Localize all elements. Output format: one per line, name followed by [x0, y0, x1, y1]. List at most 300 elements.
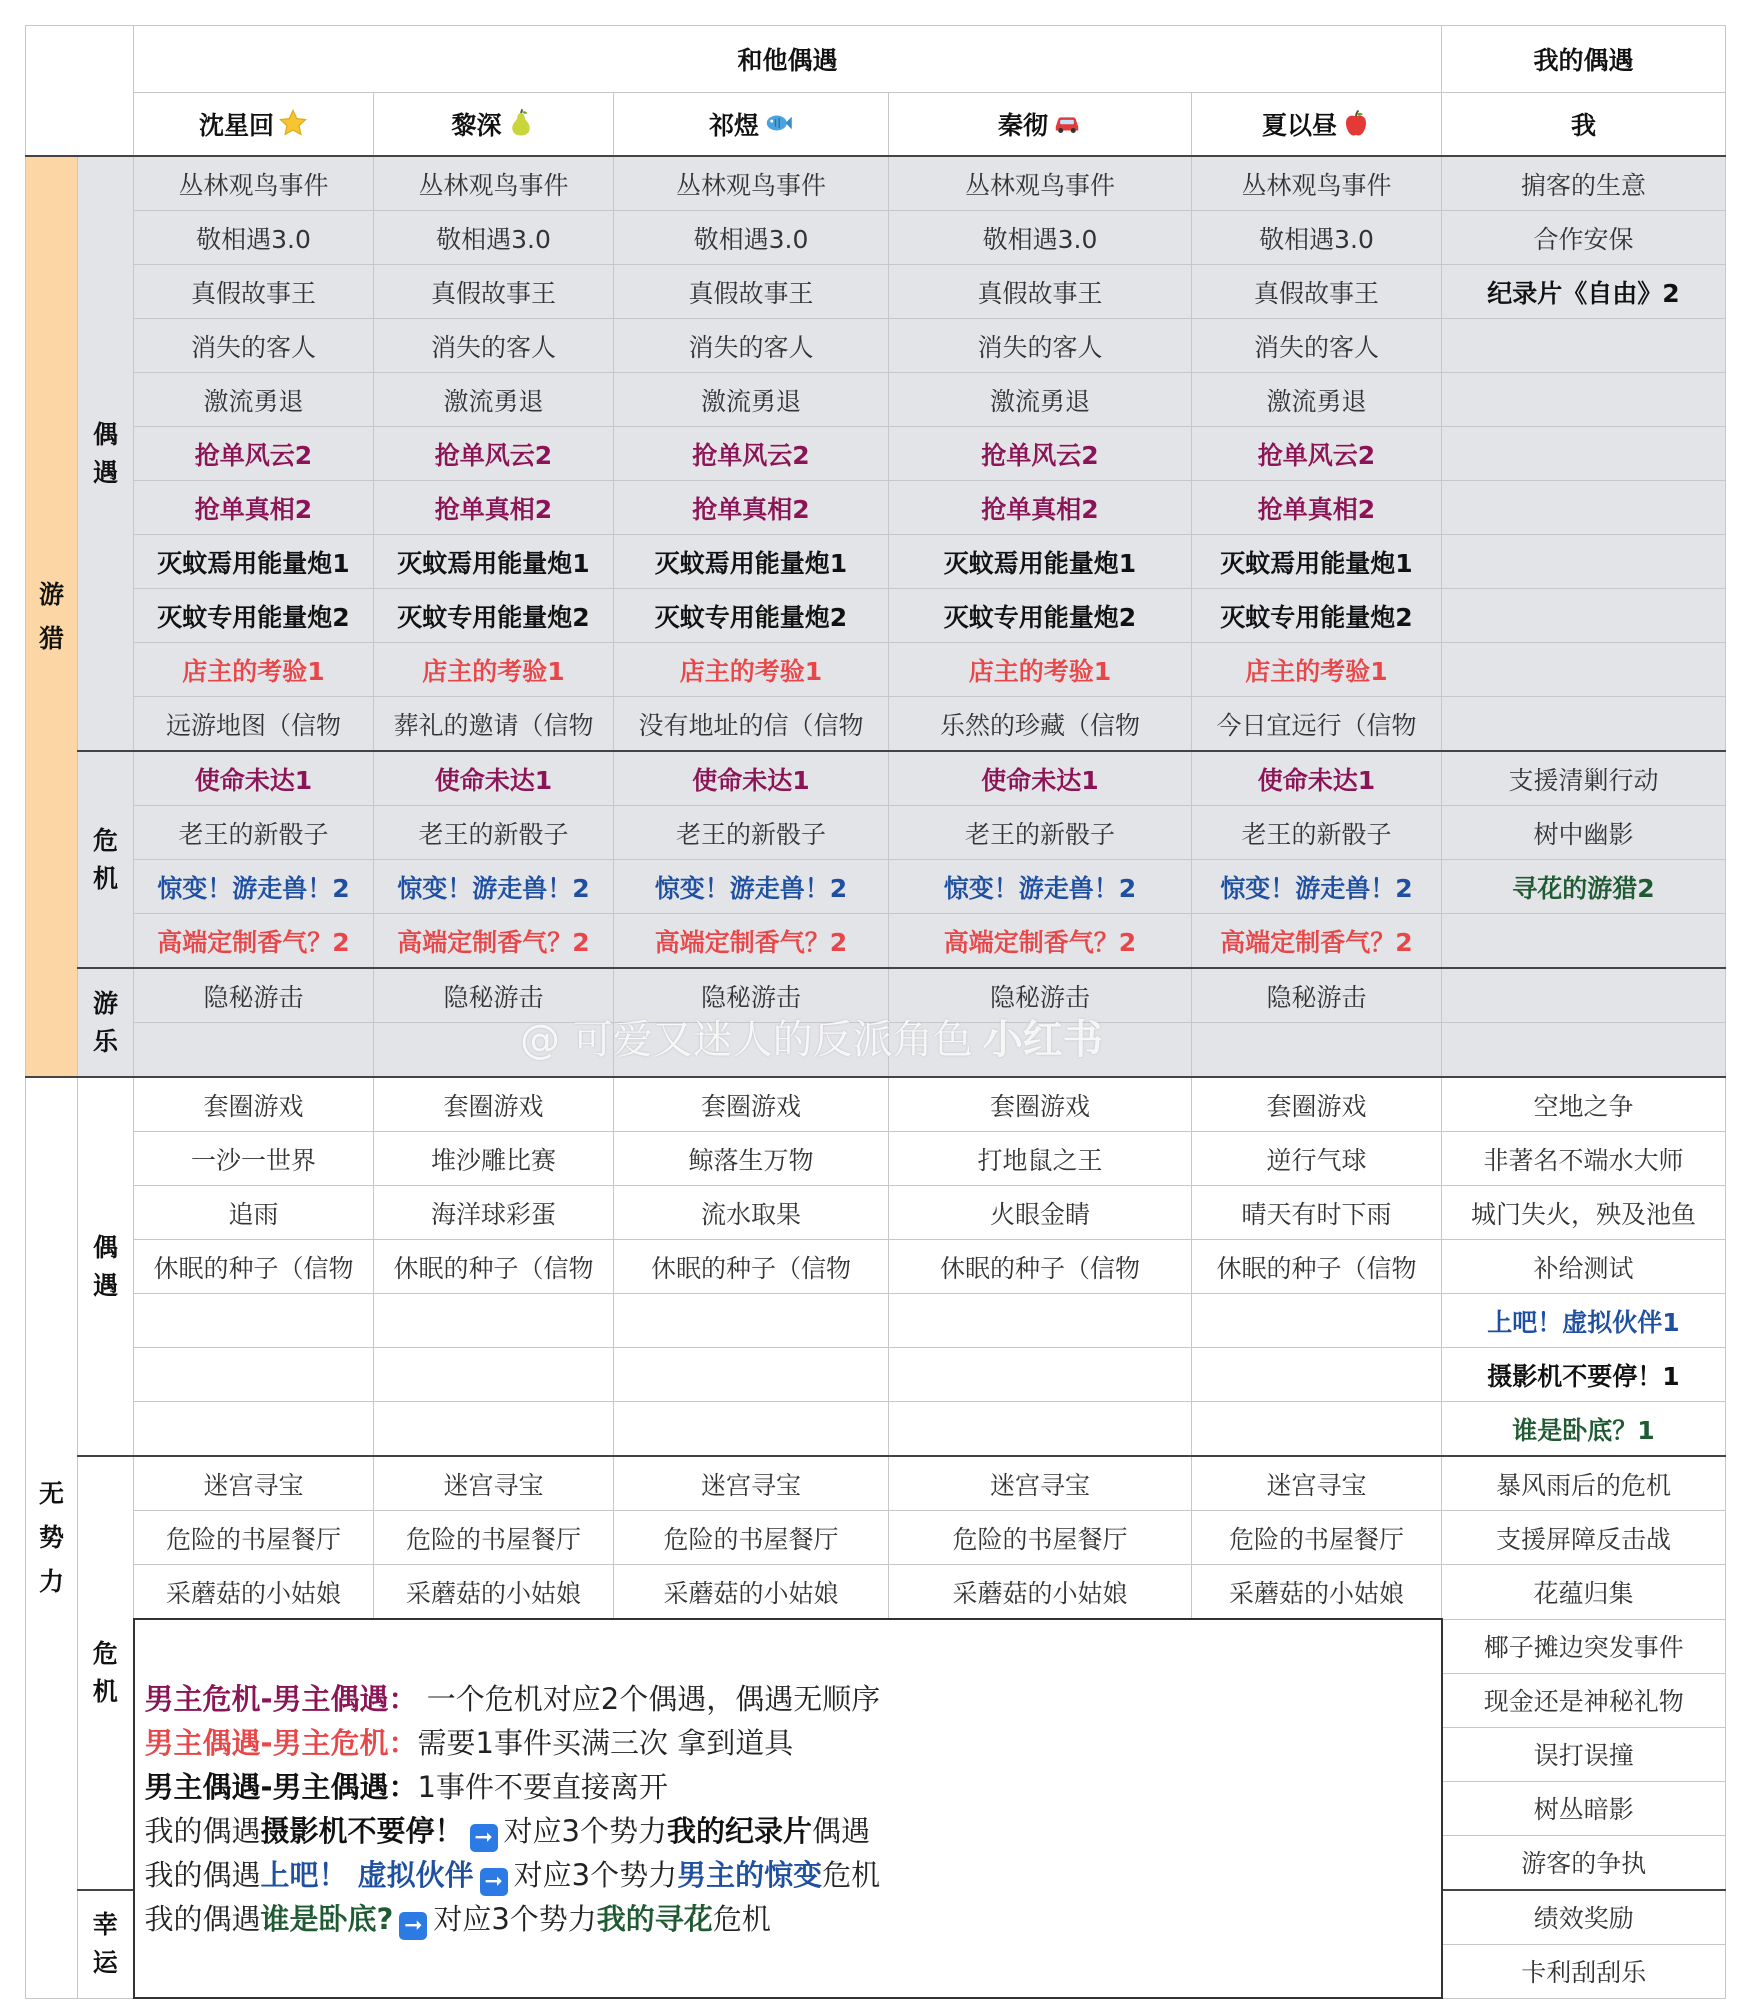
event-label: 流水取果: [700, 1199, 801, 1229]
sub-xingyun: 幸 运: [78, 1890, 134, 1999]
event-cell: [1192, 211, 1442, 265]
event-label: 隐秘游击: [203, 982, 304, 1012]
event-cell: [614, 697, 889, 752]
event-label: 休眠的种子（信物: [939, 1253, 1140, 1283]
event-label: 店主的考验1: [679, 656, 823, 686]
event-cell: [134, 211, 374, 265]
event-label: 抢单风云2: [194, 440, 313, 470]
event-label: 敬相遇3.0: [436, 224, 551, 254]
event-cell: [134, 1565, 374, 1620]
event-cell: [1192, 265, 1442, 319]
event-label: 真假故事王: [430, 278, 556, 308]
my-event-cell: [1442, 156, 1726, 211]
event-cell: [614, 1240, 889, 1294]
event-cell: [1192, 914, 1442, 969]
event-label: 使命未达1: [194, 765, 313, 795]
event-label: 使命未达1: [1257, 765, 1376, 795]
event-label: 惊变！游走兽！2: [943, 873, 1137, 903]
event-label: 打地鼠之王: [977, 1145, 1103, 1175]
events-table-wrapper: [25, 25, 1725, 1991]
event-cell: [134, 1077, 374, 1132]
table-row: [26, 1077, 1726, 1132]
my-event-label: 树丛暗影: [1533, 1795, 1634, 1824]
event-cell: [1192, 1565, 1442, 1620]
my-event-label: 合作安保: [1533, 224, 1634, 254]
my-event-cell: [1442, 1077, 1726, 1132]
event-label: 危险的书屋餐厅: [165, 1524, 341, 1554]
event-label: 使命未达1: [434, 765, 553, 795]
car-icon: [1052, 108, 1082, 138]
my-event-cell: [1442, 1890, 1726, 1945]
event-cell: [889, 589, 1192, 643]
event-cell: [374, 211, 614, 265]
character-name: 秦彻: [997, 111, 1048, 140]
event-label: 老王的新骰子: [178, 819, 329, 849]
event-cell: [134, 265, 374, 319]
my-event-label: 寻花的游猎2: [1512, 873, 1655, 903]
event-cell: [134, 1240, 374, 1294]
event-label: 激流勇退: [443, 386, 544, 416]
star-icon: [278, 108, 308, 138]
my-event-label: 树中幽影: [1533, 819, 1634, 849]
event-label: 惊变！游走兽！2: [157, 873, 350, 903]
table-row: [26, 1456, 1726, 1511]
event-cell: [374, 481, 614, 535]
table-row: [26, 914, 1726, 969]
event-label: 逆行气球: [1266, 1145, 1367, 1175]
event-label: 丛林观鸟事件: [675, 170, 826, 200]
event-label: 采蘑菇的小姑娘: [405, 1578, 581, 1608]
apple-icon: [1341, 108, 1371, 138]
table-row: [26, 1348, 1726, 1402]
header-character-0: [134, 93, 374, 157]
my-event-cell: [1442, 1132, 1726, 1186]
event-cell: [614, 535, 889, 589]
event-cell: [889, 1456, 1192, 1511]
event-label: 套圈游戏: [989, 1091, 1090, 1121]
event-cell: [889, 1402, 1192, 1457]
event-cell: [889, 427, 1192, 481]
my-event-cell: [1442, 697, 1726, 752]
table-row: [26, 751, 1726, 806]
wushili-section: [26, 1077, 1726, 1998]
event-label: 使命未达1: [692, 765, 810, 795]
event-cell: [374, 860, 614, 914]
event-label: 灭蚊专用能量炮2: [397, 602, 590, 632]
watermark-handle: @ 可爱又迷人的反派角色: [520, 1017, 973, 1063]
event-cell: [374, 1240, 614, 1294]
event-label: 一沙一世界: [190, 1145, 316, 1175]
sub-ouyu: 偶 遇: [78, 156, 134, 751]
event-cell: [1192, 535, 1442, 589]
event-label: 真假故事王: [1253, 278, 1379, 308]
my-event-cell: [1442, 751, 1726, 806]
event-cell: [614, 751, 889, 806]
pear-icon: [506, 108, 536, 138]
table-row: [26, 1619, 1726, 1673]
my-event-cell: [1442, 211, 1726, 265]
event-cell: [134, 319, 374, 373]
event-label: 隐秘游击: [700, 982, 801, 1012]
legend-text: 偶遇: [812, 1813, 871, 1848]
event-label: 敬相遇3.0: [693, 224, 809, 254]
my-event-cell: [1442, 860, 1726, 914]
event-cell: [614, 1511, 889, 1565]
my-event-cell: [1442, 481, 1726, 535]
event-label: 今日宜远行（信物: [1216, 710, 1417, 740]
my-event-cell: [1442, 914, 1726, 969]
legend-text: 危机: [822, 1857, 881, 1892]
event-cell: [1192, 319, 1442, 373]
event-label: 抢单真相2: [194, 494, 313, 524]
event-cell: [614, 860, 889, 914]
event-cell: [1192, 751, 1442, 806]
table-row: [26, 1294, 1726, 1348]
legend-line-5: [145, 1853, 1441, 1897]
event-label: 抢单风云2: [692, 440, 810, 470]
my-event-cell: [1442, 1294, 1726, 1348]
event-cell: [614, 156, 889, 211]
event-cell: [1192, 1023, 1442, 1078]
legend-text: 一个危机对应2个偶遇，偶遇无顺序: [426, 1681, 881, 1716]
table-row: [26, 265, 1726, 319]
table-row: [26, 860, 1726, 914]
event-label: 鲸落生万物: [688, 1145, 814, 1175]
event-label: 惊变！游走兽！2: [1220, 873, 1413, 903]
header-character-3: [889, 93, 1192, 157]
event-cell: [134, 589, 374, 643]
my-event-cell: [1442, 535, 1726, 589]
event-cell: [614, 914, 889, 969]
legend-line-6: [145, 1897, 1441, 1941]
legend-text: 我的偶遇: [144, 1813, 261, 1848]
event-cell: [889, 535, 1192, 589]
event-cell: [134, 751, 374, 806]
table-row: [26, 319, 1726, 373]
event-label: 真假故事王: [977, 278, 1103, 308]
event-label: 老王的新骰子: [1241, 819, 1392, 849]
event-label: 隐秘游击: [1266, 982, 1367, 1012]
my-event-cell: [1442, 1673, 1726, 1727]
event-label: 老王的新骰子: [418, 819, 569, 849]
my-event-label: 补给测试: [1533, 1253, 1634, 1283]
table-row: [26, 589, 1726, 643]
event-label: 抢单真相2: [981, 494, 1099, 524]
event-label: 高端定制香气？2: [397, 927, 590, 957]
legend-box: [134, 1619, 1442, 1998]
legend-key: 男主偶遇-男主危机：: [144, 1725, 418, 1760]
event-label: 抢单真相2: [1257, 494, 1376, 524]
my-event-label: 暴风雨后的危机: [1495, 1470, 1671, 1500]
event-cell: [614, 427, 889, 481]
legend-line-3: [145, 1765, 1441, 1809]
my-event-cell: [1442, 1456, 1726, 1511]
event-cell: [889, 265, 1192, 319]
event-label: 危险的书屋餐厅: [663, 1524, 839, 1554]
my-event-cell: [1442, 968, 1726, 1023]
event-cell: [1192, 481, 1442, 535]
my-event-label: 掮客的生意: [1520, 170, 1646, 200]
legend-text: 对应3个势力: [503, 1813, 667, 1848]
event-cell: [1192, 1132, 1442, 1186]
event-cell: [374, 1456, 614, 1511]
event-label: 堆沙雕比赛: [430, 1145, 556, 1175]
event-label: 丛林观鸟事件: [178, 170, 329, 200]
event-cell: [614, 1565, 889, 1620]
event-label: 激流勇退: [203, 386, 304, 416]
event-cell: [374, 1132, 614, 1186]
event-label: 敬相遇3.0: [982, 224, 1098, 254]
my-event-label: 支援清剿行动: [1508, 765, 1659, 795]
table-row: [26, 697, 1726, 752]
event-label: 消失的客人: [190, 332, 316, 362]
my-event-label: 纪录片《自由》2: [1487, 278, 1680, 308]
event-cell: [1192, 589, 1442, 643]
my-event-cell: [1442, 1944, 1726, 1998]
event-cell: [614, 1348, 889, 1402]
event-label: 灭蚊专用能量炮2: [1220, 602, 1413, 632]
event-cell: [374, 1077, 614, 1132]
sub-youle: 游 乐: [78, 968, 134, 1077]
legend-key: 男主的惊变: [677, 1857, 823, 1892]
event-label: 隐秘游击: [443, 982, 544, 1012]
legend-text: 需要1事件买满三次 拿到道具: [417, 1725, 794, 1760]
my-event-cell: [1442, 427, 1726, 481]
event-label: 抢单风云2: [981, 440, 1099, 470]
event-label: 采蘑菇的小姑娘: [1228, 1578, 1404, 1608]
event-cell: [889, 1240, 1192, 1294]
event-cell: [614, 373, 889, 427]
event-label: 店主的考验1: [422, 656, 565, 686]
event-cell: [374, 1348, 614, 1402]
my-event-cell: [1442, 319, 1726, 373]
table-row: [26, 1186, 1726, 1240]
event-label: 没有地址的信（信物: [638, 710, 864, 740]
event-cell: [374, 156, 614, 211]
legend-line-4: [145, 1809, 1441, 1853]
event-label: 抢单风云2: [434, 440, 553, 470]
event-cell: [374, 1402, 614, 1457]
table-row: [26, 1240, 1726, 1294]
event-cell: [889, 806, 1192, 860]
event-label: 迷宫寻宝: [203, 1470, 304, 1500]
event-cell: [614, 211, 889, 265]
legend-key: 我的寻花: [596, 1901, 713, 1936]
my-event-cell: [1442, 1402, 1726, 1457]
my-event-label: 卡利刮刮乐: [1521, 1958, 1647, 1987]
event-label: 套圈游戏: [443, 1091, 544, 1121]
event-cell: [889, 697, 1192, 752]
event-cell: [374, 319, 614, 373]
event-cell: [889, 968, 1192, 1023]
event-label: 隐秘游击: [989, 982, 1090, 1012]
event-cell: [614, 265, 889, 319]
my-event-cell: [1442, 1727, 1726, 1781]
event-label: 迷宫寻宝: [1266, 1470, 1367, 1500]
event-label: 灭蚊专用能量炮2: [943, 602, 1137, 632]
event-cell: [374, 1511, 614, 1565]
event-cell: [1192, 1240, 1442, 1294]
legend-text: 1事件不要直接离开: [417, 1769, 668, 1804]
my-event-label: 现金还是神秘礼物: [1483, 1687, 1684, 1716]
event-cell: [614, 589, 889, 643]
event-cell: [1192, 1348, 1442, 1402]
event-cell: [889, 373, 1192, 427]
legend-text: 危机: [712, 1901, 771, 1936]
event-cell: [134, 1294, 374, 1348]
event-cell: [134, 1456, 374, 1511]
header-character-1: [374, 93, 614, 157]
section-wushili: 无 势 力: [26, 1077, 78, 1998]
legend-text: 我的偶遇: [144, 1901, 261, 1936]
legend-line-2: [145, 1721, 1441, 1765]
legend-key: 谁是卧底?: [260, 1901, 394, 1936]
legend-line-1: [145, 1677, 1441, 1721]
event-cell: [889, 1132, 1192, 1186]
event-cell: [1192, 1077, 1442, 1132]
event-cell: [374, 697, 614, 752]
my-event-cell: [1442, 1511, 1726, 1565]
sub-weiji: 危 机: [78, 1456, 134, 1890]
event-cell: [134, 1023, 374, 1078]
event-cell: [614, 806, 889, 860]
table-row: [26, 481, 1726, 535]
event-label: 采蘑菇的小姑娘: [952, 1578, 1128, 1608]
event-label: 迷宫寻宝: [443, 1470, 544, 1500]
table-row: [26, 968, 1726, 1023]
events-table: [25, 25, 1726, 1999]
event-cell: [889, 1511, 1192, 1565]
event-cell: [1192, 427, 1442, 481]
my-event-cell: [1442, 1565, 1726, 1620]
youlie-section: [26, 156, 1726, 1077]
event-label: 敬相遇3.0: [1259, 224, 1374, 254]
event-cell: [134, 156, 374, 211]
table-row: [26, 806, 1726, 860]
event-label: 套圈游戏: [203, 1091, 304, 1121]
legend-text: 我的偶遇: [144, 1857, 261, 1892]
event-label: 高端定制香气？2: [943, 927, 1137, 957]
my-event-label: 游客的争执: [1521, 1849, 1647, 1878]
my-event-cell: [1442, 589, 1726, 643]
character-name: 黎深: [451, 111, 502, 140]
my-event-label: 摄影机不要停！1: [1487, 1361, 1680, 1391]
my-event-label: 椰子摊边突发事件: [1483, 1633, 1684, 1662]
my-event-cell: [1442, 265, 1726, 319]
event-label: 葬礼的邀请（信物: [393, 710, 594, 740]
event-label: 老王的新骰子: [675, 819, 826, 849]
event-label: 使命未达1: [981, 765, 1099, 795]
my-event-cell: [1442, 643, 1726, 697]
watermark-brand: 小红书: [982, 1017, 1103, 1063]
event-cell: [889, 156, 1192, 211]
header-meet-him: 和他偶遇: [134, 26, 1442, 93]
event-label: 危险的书屋餐厅: [1228, 1524, 1404, 1554]
table-row: [26, 211, 1726, 265]
event-label: 丛林观鸟事件: [418, 170, 569, 200]
event-label: 休眠的种子（信物: [1216, 1253, 1417, 1283]
event-label: 高端定制香气？2: [157, 927, 350, 957]
table-row: [26, 156, 1726, 211]
character-name: 祁煜: [708, 111, 759, 140]
event-cell: [374, 806, 614, 860]
event-cell: [374, 968, 614, 1023]
my-event-label: 绩效奖励: [1533, 1904, 1634, 1933]
event-label: 灭蚊焉用能量炮1: [397, 548, 590, 578]
event-cell: [614, 1077, 889, 1132]
corner-cell: [26, 26, 134, 157]
table-row: [26, 1565, 1726, 1620]
event-cell: [134, 914, 374, 969]
sub-weiji: 危 机: [78, 751, 134, 968]
header-character-4: [1192, 93, 1442, 157]
event-cell: [1192, 1186, 1442, 1240]
event-label: 消失的客人: [688, 332, 814, 362]
event-cell: [374, 643, 614, 697]
table-row: [26, 1402, 1726, 1457]
my-event-cell: [1442, 806, 1726, 860]
event-label: 采蘑菇的小姑娘: [663, 1578, 839, 1608]
event-label: 激流勇退: [700, 386, 801, 416]
event-label: 高端定制香气？2: [1220, 927, 1413, 957]
event-label: 激流勇退: [1266, 386, 1367, 416]
event-label: 消失的客人: [1253, 332, 1379, 362]
event-cell: [134, 1186, 374, 1240]
event-cell: [1192, 1456, 1442, 1511]
my-event-label: 支援屏障反击战: [1495, 1524, 1671, 1554]
my-event-label: 非著名不端水大师: [1483, 1145, 1684, 1175]
sub-ouyu: 偶 遇: [78, 1077, 134, 1456]
right-arrow-icon: ➞: [399, 1912, 427, 1940]
my-event-cell: [1442, 1835, 1726, 1890]
event-cell: [889, 1077, 1192, 1132]
event-label: 休眠的种子（信物: [393, 1253, 594, 1283]
event-label: 敬相遇3.0: [196, 224, 311, 254]
event-cell: [1192, 1402, 1442, 1457]
event-label: 采蘑菇的小姑娘: [165, 1578, 341, 1608]
event-label: 店主的考验1: [968, 656, 1112, 686]
event-cell: [134, 481, 374, 535]
event-cell: [134, 373, 374, 427]
event-cell: [374, 265, 614, 319]
event-cell: [374, 535, 614, 589]
right-arrow-icon: ➞: [470, 1824, 498, 1852]
my-event-label: 误打误撞: [1533, 1741, 1634, 1770]
event-cell: [374, 373, 614, 427]
event-label: 灭蚊焉用能量炮1: [1220, 548, 1413, 578]
event-cell: [134, 806, 374, 860]
event-cell: [374, 1565, 614, 1620]
legend-text: 对应3个势力: [433, 1901, 597, 1936]
event-label: 老王的新骰子: [964, 819, 1115, 849]
event-cell: [889, 1565, 1192, 1620]
event-cell: [1192, 968, 1442, 1023]
event-label: 灭蚊焉用能量炮1: [157, 548, 350, 578]
my-event-label: 花蕴归集: [1533, 1578, 1634, 1608]
event-cell: [614, 1402, 889, 1457]
event-label: 灭蚊专用能量炮2: [157, 602, 350, 632]
event-cell: [134, 643, 374, 697]
legend-key: 男主危机-男主偶遇：: [144, 1681, 418, 1716]
event-cell: [134, 1511, 374, 1565]
table-row: [26, 643, 1726, 697]
legend-key: 摄影机不要停！: [260, 1813, 464, 1848]
event-cell: [1192, 156, 1442, 211]
event-cell: [374, 427, 614, 481]
event-cell: [889, 643, 1192, 697]
event-label: 激流勇退: [989, 386, 1090, 416]
table-row: [26, 427, 1726, 481]
